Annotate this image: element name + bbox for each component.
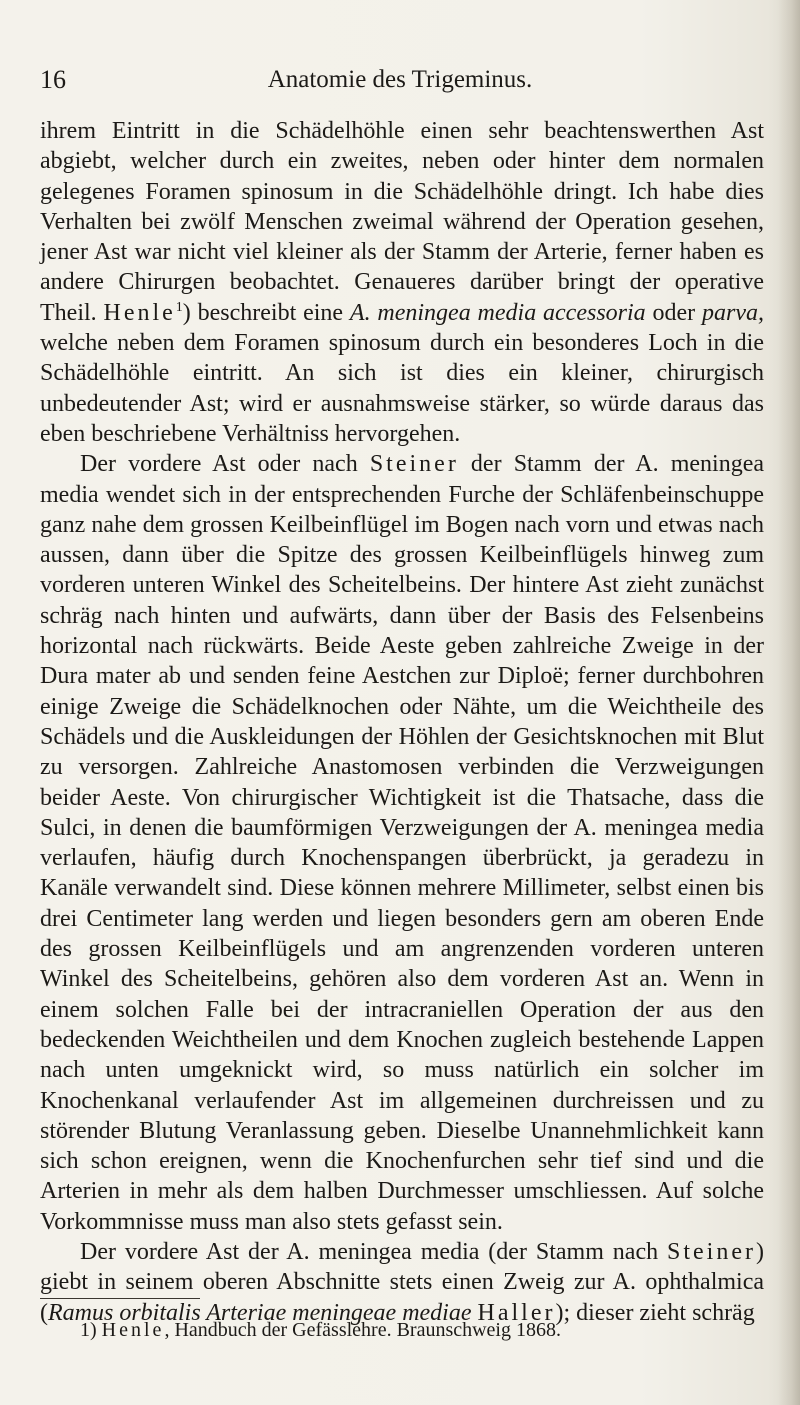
paragraph-3 <box>40 1237 764 1328</box>
author-name: Haller <box>477 1299 556 1326</box>
footnote-number: 1) <box>80 1319 97 1341</box>
anatomical-term: A. meningea media accessoria <box>349 299 646 326</box>
page-edge-shadow <box>778 0 800 1405</box>
footnote-text: , Handbuch der Gefässlehre. Braunschweig 1868. <box>164 1319 561 1341</box>
text-run: ihrem Eintritt in die Schädelhöhle einen sehr beachtenswerthen Ast abgiebt, welcher durch ein zweites, neben oder hinter dem normalen gelegenes Foramen spinosum in die Schädelhöhle dringt. Ich habe dies Verhalten bei zwölf Menschen zweimal während der Operation gesehen, jener Ast war nicht viel kleiner als der Stamm der Arterie, ferner haben es andere Chirurgen beobachtet. Genaueres darüber bringt der operative Theil. <box>40 118 764 326</box>
paragraph-2 <box>40 449 764 1237</box>
anatomical-term: parva, <box>702 299 765 326</box>
author-name: Steiner <box>667 1238 756 1265</box>
footnote-reference: 1 <box>175 299 183 315</box>
paragraph-1 <box>40 116 764 449</box>
text-run: ) beschreibt eine <box>182 299 350 326</box>
page-number: 16 <box>40 65 66 94</box>
body-text <box>40 116 764 1328</box>
text-run: Der vordere Ast oder nach <box>80 451 370 478</box>
author-name: Steiner <box>369 451 459 478</box>
footnote <box>80 1316 760 1344</box>
text-run: oder <box>645 299 703 326</box>
text-run: Der vordere Ast der A. meningea media (der Stamm nach <box>80 1238 668 1265</box>
text-run: der Stamm der A. meningea media wendet sich in der entsprechenden Furche der Schläfenbeinschuppe ganz nahe dem grossen Keilbeinflügel im Bogen nach vorn und etwas nach aussen, dann über die Spitze des grossen Keilbeinflügels hinweg zum vorderen unteren Winkel des Scheitelbeins. Der hintere Ast zieht zunächst schräg nach hinten und aufwärts, dann über der Basis des Felsenbeins horizontal nach rückwärts. Beide Aeste geben zahlreiche Zweige in der Dura mater ab und senden feine Aestchen zur Diploë; ferner durchbohren einige Zweige die Schädelknochen oder Nähte, um die Weichtheile des Schädels und die Auskleidungen der Höhlen der Gesichtsknochen mit Blut zu versorgen. Zahlreiche Anastomosen verbinden die Verzweigungen beider Aeste. Von chirurgischer Wichtigkeit ist die Thatsache, dass die Sulci, in denen die baumförmigen Verzweigungen der A. meningea media verlaufen, häufig durch Knochenspangen überbrückt, ja geradezu in Kanäle verwandelt sind. Diese können mehrere Millimeter, selbst einen bis drei Centimeter lang werden und liegen besonders gern am oberen Ende des grossen Keilbeinflügels und am angrenzenden vorderen unteren Winkel des Scheitelbeins, gehören also dem vorderen Ast an. Wenn in einem solchen Falle bei der intracraniellen Operation der aus den bedeckenden Weichtheilen und dem Knochen zugleich bestehende Lappen nach unten umgeknickt wird, so muss natürlich ein solcher im Knochenkanal verlaufender Ast im allgemeinen durchreissen und zu störender Blutung Veranlassung geben. Dieselbe Unannehmlichkeit kann sich schon ereignen, wenn die Knochenfurchen sehr tief sind und die Arterien in mehr als dem halben Durchmesser umschliessen. Auf solche Vorkommnisse muss man also stets gefasst sein. <box>40 451 765 1235</box>
text-run: ) giebt in seinem oberen Abschnitte stets einen Zweig zur A. ophthalmica ( <box>40 1238 764 1326</box>
footnote-author: Henle <box>101 1319 165 1341</box>
running-head <box>40 60 760 100</box>
author-name: Henle <box>103 299 176 326</box>
running-title: Anatomie des Trigeminus. <box>267 66 533 93</box>
text-run: ); dieser zieht schräg <box>555 1299 755 1326</box>
footnote-rule <box>40 1298 200 1299</box>
anatomical-term: Ramus orbitalis Arteriae meningeae mediae <box>48 1299 472 1326</box>
text-run: welche neben dem Foramen spinosum durch ein besonderes Loch in die Schädelhöhle eintritt. An sich ist dies ein kleiner, chirurgisch unbedeutender Ast; wird er ausnahmsweise stärker, so würde daraus das eben beschriebene Verhältniss hervorgehen. <box>40 330 764 447</box>
